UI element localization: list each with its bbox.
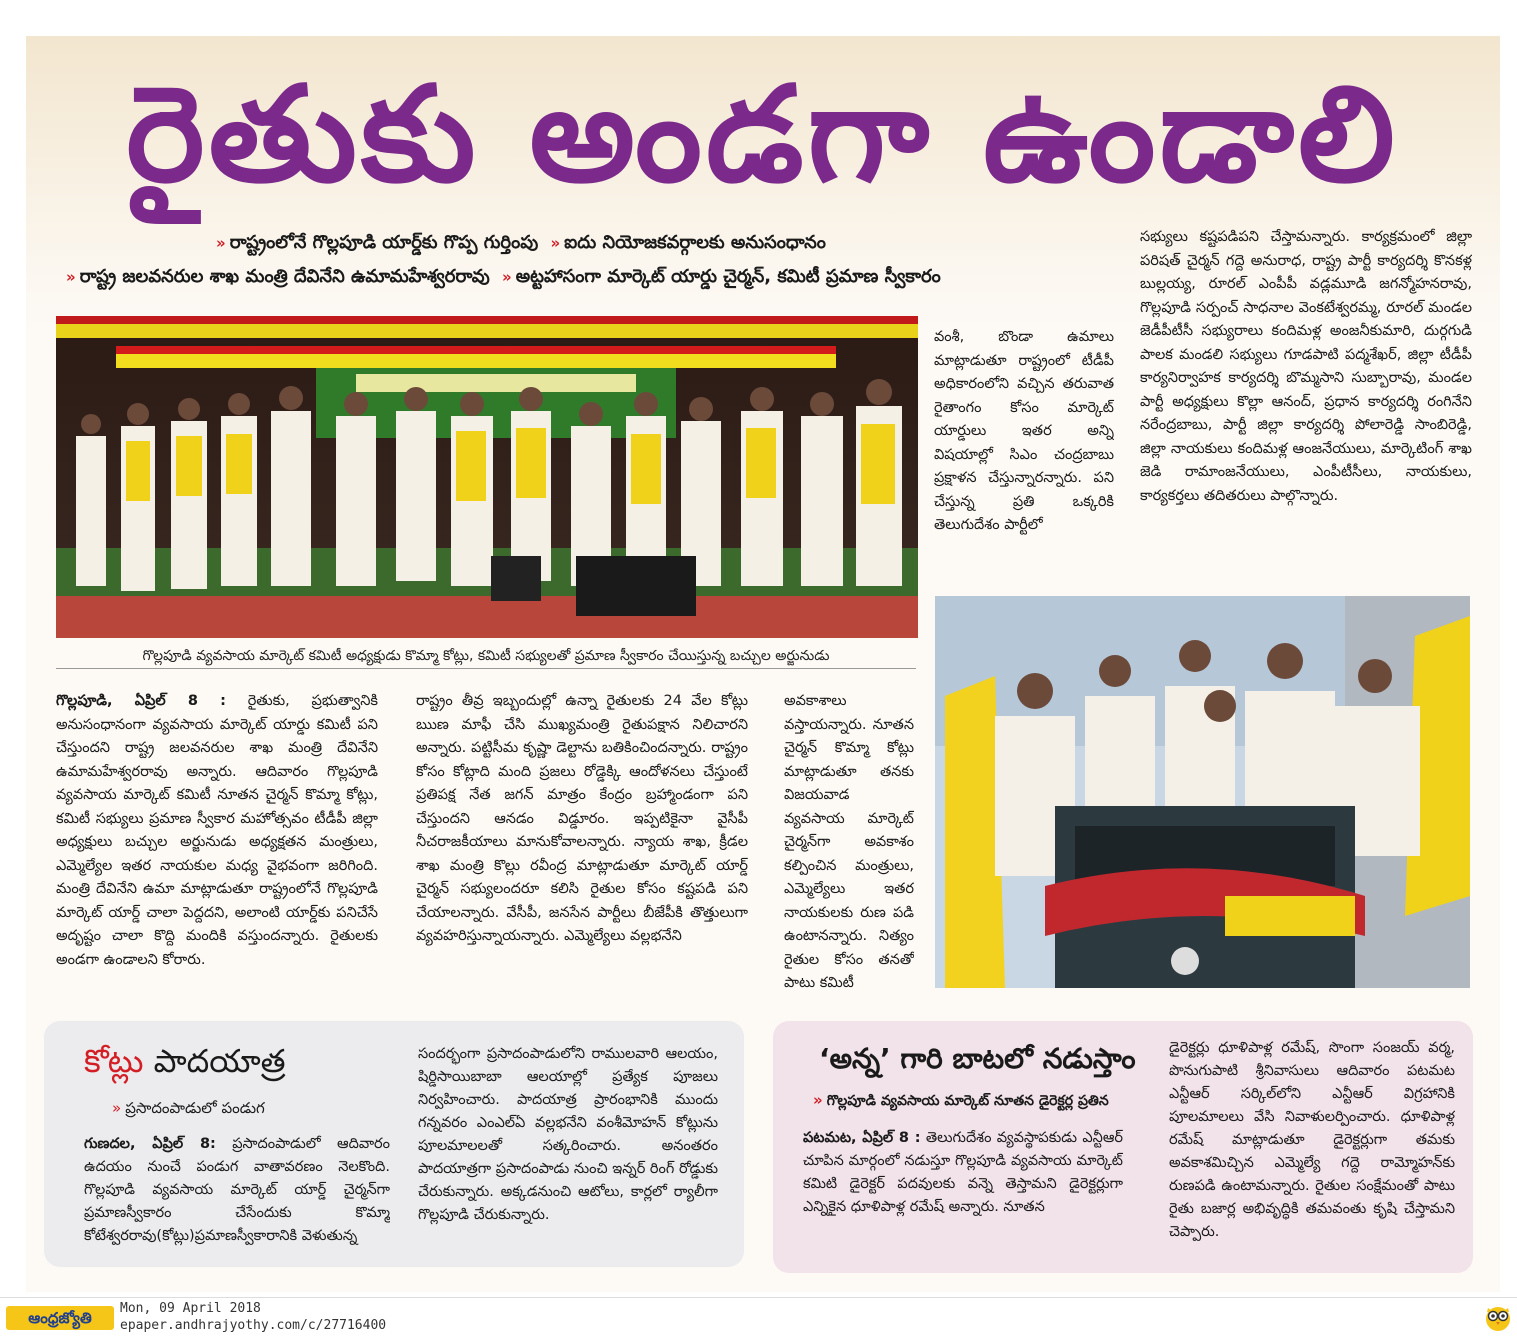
bullet-arrow-icon: » xyxy=(112,1099,122,1117)
box-title-text: పాదయాత్ర xyxy=(143,1042,286,1080)
headline: రైతుకు అండగా ఉండాలి xyxy=(126,58,1399,212)
box-subtitle: » గొల్లపూడి వ్యవసాయ మార్కెట్ నూతన డైరెక్టర్ల ప్రతిన xyxy=(813,1091,1109,1109)
footer-info xyxy=(120,1300,386,1334)
article-column-right xyxy=(1140,226,1472,582)
box-title: ‘అన్న’ గారి బాటలో నడుస్తాం xyxy=(819,1042,1136,1075)
ceremony-photo xyxy=(56,316,918,638)
article-column-2 xyxy=(416,690,748,1000)
sub-headline: ఐదు నియోజకవర్గాలకు అనుసంధానం xyxy=(564,232,826,253)
sub-headline: రాష్ట్రంలోనే గొల్లపూడి యార్డ్‌కు గొప్ప గుర్తింపు xyxy=(229,232,539,253)
box-left-column-1: గుణదల, ఏప్రిల్ 8: ప్రసాదంపాడులో ఆదివారం ఉదయం నుంచే పండుగ వాతావరణం నెలకొంది. గొల్లపూడి వ్యవసాయ మార్కెట్ యార్డ్ చైర్మన్‌గా ప్రమాణస్వీకారం చేసేందుకు కొమ్మా కోటేశ్వరరావు(కోట్లు)ప్రమాణస్వీకారానికి వెళుతున్న xyxy=(84,1136,390,1244)
epaper-url[interactable]: epaper.andhrajyothy.com/c/27716400 xyxy=(120,1318,387,1333)
box-text: డైరెక్టర్లు ధూళిపాళ్ల రమేష్, సొంగా సంజయ్ వర్మ, పొనుగుపాటి శ్రీనివాసులు ఆదివారం పటమట ఎన్టీఆర్ సర్కిల్‌లోని ఎన్టీఆర్ విగ్రహానికి పూలమాలలు వేసి నివాళులర్పించారు. ధూళిపాళ్ల రమేష్ మాట్లాడుతూ డైరెక్టర్లుగా తమకు అవకాశమిచ్చిన ఎమ్మెల్యే గద్దె రామ్మోహన్‌కు రుణపడి ఉంటామన్నారు. రైతుల సంక్షేమంతో పాటు రైతు బజార్ల అభివృద్ధికి తమవంతు కృషి చేస్తామని చెప్పారు. xyxy=(1169,1040,1455,1240)
newspaper-logo[interactable]: ఆంధ్రజ్యోతి xyxy=(6,1306,114,1330)
box-left-column-2 xyxy=(418,1043,718,1253)
box-subtitle: » ప్రసాదంపాడులో పండుగ xyxy=(112,1099,265,1117)
bullet-arrow-icon: » xyxy=(550,234,561,252)
article-text: రాష్ట్రం తీవ్ర ఇబ్బందుల్లో ఉన్నా రైతులకు 24 వేల కోట్లు ఋణ మాఫీ చేసి ముఖ్యమంత్రి రైతుపక్షాన నిలిచారని అన్నారు. పట్టిసీమ కృష్ణా డెల్టాను బతికించిందన్నారు. రాష్ట్రం కోసం కోట్లాది మంది ప్రజలు రోడ్డెక్కి ఆందోళనలు చేస్తుంటే ప్రతిపక్ష నేత జగన్ మాత్రం కేంద్రం బ్రహ్మాండంగా పని చేస్తుందని ఆనడం విడ్డూరం. ఇప్పటికైనా వైసీపీ నీచరాజకీయాలు మానుకోవాలన్నారు. న్యాయ శాఖ, క్రీడల శాఖ మంత్రి కొల్లు రవీంద్ర మాట్లాడుతూ మార్కెట్ యార్డ్ చైర్మన్ సభ్యులందరూ కలిసి రైతుల కోసం కష్టపడి పని చేయాలన్నారు. వేసీపీ, జనసేన పార్టీలు బీజేపీకి తొత్తులుగా వ్యవహరిస్తున్నాయన్నారు. ఎమ్మెల్యేలు వల్లభనేని xyxy=(416,693,748,944)
photo-caption: గొల్లపూడి వ్యవసాయ మార్కెట్ కమిటీ అధ్యక్షుడు కొమ్మా కోట్లు, కమిటీ సభ్యులతో ప్రమాణ స్వీకారం చేయిస్తున్న బచ్చుల అర్జునుడు xyxy=(56,644,916,669)
sub-headline: అట్టహాసంగా మార్కెట్ యార్డు చైర్మన్, కమిటీ ప్రమాణ స్వీకారం xyxy=(515,266,941,287)
article-column-mid xyxy=(934,326,1114,580)
box-right-column-2 xyxy=(1169,1037,1455,1257)
box-text: సందర్భంగా ప్రసాదంపాడులోని రాములవారి ఆలయం, షిర్డిసాయిబాబా ఆలయాల్లో ప్రత్యేక పూజలు నిర్వహించారు. పాదయాత్ర ప్రారంభానికి ముందు గన్నవరం ఎంఎల్ఏ వల్లభనేని వంశీమోహన్ కోట్లును పూలమాలలతో సత్కరించారు. అనంతరం పాదయాత్రగా ప్రసాదంపాడు నుంచి ఇన్నర్ రింగ్ రోడ్డుకు చేరుకున్నారు. అక్కడనుంచి ఆటోలు, కార్లలో ర్యాలీగా గొల్లపూడి చేరుకున్నారు. xyxy=(418,1046,718,1223)
article-text: వంశీ, బొండా ఉమాలు మాట్లాడుతూ రాష్ట్రంలో టీడీపీ అధికారంలోని వచ్చిన తరువాత రైతాంగం కోసం మార్కెట్ యార్డులు ఇతర అన్ని విషయాల్లో సిఎం చంద్రబాబు ప్రక్షాళన చేస్తున్నారన్నారు. పని చేస్తున్న ప్రతి ఒక్కరికి తెలుగుదేశం పార్టీలో xyxy=(934,329,1114,533)
sub-headline: రాష్ట్ర జలవనరుల శాఖ మంత్రి దేవినేని ఉమామహేశ్వరరావు xyxy=(79,266,490,287)
jeep-rally-photo xyxy=(935,596,1470,988)
edition-date: Mon, 09 April 2018 xyxy=(120,1301,261,1316)
bullet-arrow-icon: » xyxy=(502,268,512,286)
sub-headline-row-1 xyxy=(210,226,1110,260)
bullet-arrow-icon: » xyxy=(66,268,76,286)
sub-headlines xyxy=(66,226,1110,294)
box-title-highlight: కోట్లు xyxy=(84,1042,144,1080)
article-text: అవకాశాలు వస్తాయన్నారు. నూతన చైర్మన్ కొమ్మా కోట్లు మాట్లాడుతూ తనకు విజయవాడ వ్యవసాయ మార్కెట్ చైర్మన్‌గా అవకాశం కల్పించిన మంత్రులు, ఎమ్మెల్యేలు ఇతర నాయకులకు రుణ పడి ఉంటానన్నారు. నిత్యం రైతుల కోసం తనతో పాటు కమిటీ xyxy=(784,693,914,991)
footer xyxy=(0,1297,1517,1337)
anna-box xyxy=(773,1021,1473,1273)
bullet-arrow-icon: » xyxy=(813,1091,823,1109)
article-text: సభ్యులు కష్టపడిపని చేస్తామన్నారు. కార్యక్రమంలో జిల్లా పరిషత్ చైర్మన్ గద్దె అనురాధ, రాష్ట్ర పార్టీ కార్యదర్శి కొనకళ్ల బుల్లయ్య, రూరల్ ఎంపీపీ వడ్లమూడి జగన్మోహనరావు, గొల్లపూడి సర్పంచ్ సాధనాల వెంకటేశ్వరమ్మ, రూరల్ మండల జెడీపీటీసీ సభ్యురాలు కందిమళ్ల అంజనీకుమారి, దుర్గగుడి పాలక మండలి సభ్యులు గూడపాటి పద్మశేఖర్, జిల్లా టీడీపీ కార్యనిర్వాహక కార్యదర్శి బొమ్మసాని సుబ్బారావు, మండల పార్టీ అధ్యక్షులు కొల్లా ఆనంద్, ప్రధాన కార్యదర్శి రంగినేని నరేంద్రబాబు, పార్టీ జిల్లా కార్యదర్శి పోలారెడ్డి సాంబిరెడ్డి, జిల్లా నాయకులు కందిమళ్ల ఆంజనేయులు, మార్కెటింగ్ శాఖ జెడి రామాంజనేయులు, ఎంపీటీసీలు, నాయకులు, కార్యకర్తలు తదితరులు పాల్గొన్నారు. xyxy=(1140,229,1472,504)
article-column-1 xyxy=(56,690,378,1000)
article-dateline: గొల్లపూడి, ఏప్రిల్ 8 : xyxy=(56,693,226,709)
article-column-3 xyxy=(784,690,914,1000)
sub-headline-row-2 xyxy=(60,260,1110,294)
box-title xyxy=(84,1041,286,1081)
box-right-column-1: పటమట, ఏప్రిల్ 8 : తెలుగుదేశం వ్యవస్థాపకుడు ఎన్టీఆర్ చూపిన మార్గంలో నడుస్తూ గొల్లపూడి వ్యవసాయ మార్కెట్ కమిటి డైరెక్టర్ పదవులకు వన్నె తెస్తామని డైరెక్టర్లుగా ఎన్నికైన ధూళిపాళ్ల రమేష్ అన్నారు. నూతన xyxy=(803,1130,1123,1215)
owl-icon[interactable] xyxy=(1484,1302,1512,1332)
bullet-arrow-icon: » xyxy=(216,234,226,252)
padayatra-box xyxy=(44,1021,744,1267)
article-text: రైతుకు, ప్రభుత్వానికి అనుసంధానంగా వ్యవసాయ మార్కెట్ యార్డు కమిటీ పని చేస్తుందని రాష్ట్ర జలవనరుల శాఖ మంత్రి దేవినేని ఉమామహేశ్వరరావు అన్నారు. ఆదివారం గొల్లపూడి వ్యవసాయ మార్కెట్ కమిటీ నూతన చైర్మన్ కొమ్మా కోట్లు, కమిటీ సభ్యులు ప్రమాణ స్వీకార మహోత్సవం టీడీపీ జిల్లా అధ్యక్షులు బచ్చుల అర్జునుడు అధ్యక్షతన మంత్రులు, ఎమ్మెల్యేల ఇతర నాయకుల మధ్య వైభవంగా జరిగింది. మంత్రి దేవినేని ఉమా మాట్లాడుతూ రాష్ట్రంలోనే గొల్లపూడి మార్కెట్ యార్డ్ చాలా పెద్దదని, అలాంటి యార్డ్‌కు పనిచేసే అదృష్టం చాలా కొద్ది మందికి వస్తుందన్నారు. రైతులకు అండగా ఉండాలని కోరారు. xyxy=(56,693,378,968)
